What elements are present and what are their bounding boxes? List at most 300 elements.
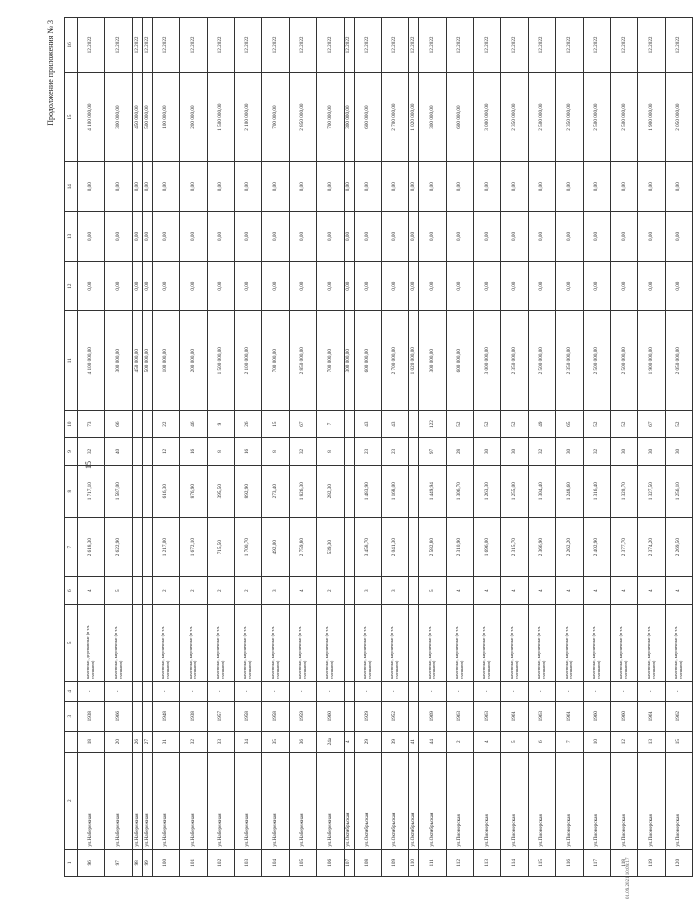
build-year-cell: 1958 bbox=[262, 701, 289, 731]
apartments-cell: 12 bbox=[152, 438, 179, 465]
cost-col15-cell: 2 500 000,00 bbox=[583, 72, 610, 162]
cost-col13-cell: 0,00 bbox=[142, 212, 152, 262]
table-row bbox=[381, 18, 408, 877]
table-row bbox=[132, 18, 142, 877]
house-number-cell: 5 bbox=[501, 731, 528, 752]
row-number-cell: 114 bbox=[501, 849, 528, 876]
cost-col15-cell: 2 350 000,00 bbox=[501, 72, 528, 162]
row-number-cell: 99 bbox=[142, 849, 152, 876]
build-year-cell bbox=[142, 701, 152, 731]
street-cell: ул.Пионерская bbox=[611, 752, 638, 849]
total-cost-cell: 300 000,00 bbox=[105, 311, 132, 410]
row-number-cell: 110 bbox=[409, 849, 419, 876]
table-row bbox=[152, 18, 179, 877]
cost-col12-cell: 0,00 bbox=[446, 261, 473, 311]
table-row bbox=[528, 18, 555, 877]
table-row bbox=[583, 18, 610, 877]
build-year-cell: 1966 bbox=[105, 701, 132, 731]
deadline-cell: 12.2022 bbox=[317, 18, 344, 73]
col4-cell: - bbox=[105, 681, 132, 701]
total-cost-cell: 2 700 000,00 bbox=[381, 311, 408, 410]
deadline-cell: 12.2022 bbox=[344, 18, 354, 73]
row-number-cell: 113 bbox=[474, 849, 501, 876]
wall-material-cell bbox=[409, 604, 419, 681]
table-row bbox=[78, 18, 105, 877]
cost-col12-cell: 0,00 bbox=[180, 261, 207, 311]
wall-material-cell: каменные, кирпичные (в т.ч. смешанн) bbox=[180, 604, 207, 681]
total-cost-cell: 600 000,00 bbox=[446, 311, 473, 410]
col4-cell: - bbox=[446, 681, 473, 701]
house-number-cell: 35 bbox=[262, 731, 289, 752]
table-row bbox=[234, 18, 261, 877]
floors-cell: 4 bbox=[528, 577, 555, 604]
floors-cell bbox=[409, 577, 419, 604]
house-number-cell: 7 bbox=[556, 731, 583, 752]
deadline-cell: 12.2022 bbox=[354, 18, 381, 73]
house-number-cell: 34 bbox=[234, 731, 261, 752]
total-area-cell: 2 622,90 bbox=[105, 517, 132, 577]
total-area-cell bbox=[344, 517, 354, 577]
residents-cell: 65 bbox=[556, 410, 583, 437]
wall-material-cell: каменные, кирпичные (в т.ч. смешанн) bbox=[446, 604, 473, 681]
cost-col14-cell: 0,00 bbox=[317, 162, 344, 212]
living-area-cell: 1 248,60 bbox=[556, 465, 583, 517]
print-timestamp: 01.09.2021 10:09:17 bbox=[626, 857, 631, 899]
cost-col13-cell: 0,00 bbox=[289, 212, 316, 262]
living-area-cell: 1 320,70 bbox=[611, 465, 638, 517]
apartments-cell: 23 bbox=[381, 438, 408, 465]
house-number-cell: 10 bbox=[583, 731, 610, 752]
wall-material-cell: каменные, кирпичные (в т.ч. смешанн) bbox=[152, 604, 179, 681]
cost-col12-cell: 0,00 bbox=[556, 261, 583, 311]
build-year-cell: 1938 bbox=[180, 701, 207, 731]
residents-cell bbox=[142, 410, 152, 437]
table-row bbox=[317, 18, 344, 877]
street-cell: ул.Набережная bbox=[180, 752, 207, 849]
cost-col14-cell: 0,00 bbox=[501, 162, 528, 212]
total-area-cell: 2 582,80 bbox=[419, 517, 446, 577]
total-area-cell: 2 618,30 bbox=[78, 517, 105, 577]
cost-col12-cell: 0,00 bbox=[142, 261, 152, 311]
living-area-cell: 1 316,40 bbox=[583, 465, 610, 517]
column-header: 7 bbox=[65, 517, 78, 577]
cost-col12-cell: 0,00 bbox=[611, 261, 638, 311]
table-row bbox=[419, 18, 446, 877]
cost-col13-cell: 0,00 bbox=[474, 212, 501, 262]
table-row bbox=[262, 18, 289, 877]
total-cost-cell: 3 000 000,00 bbox=[474, 311, 501, 410]
street-cell: ул.Октябрьская bbox=[409, 752, 419, 849]
floors-cell bbox=[344, 577, 354, 604]
cost-col14-cell: 0,00 bbox=[142, 162, 152, 212]
floors-cell: 4 bbox=[474, 577, 501, 604]
living-area-cell bbox=[409, 465, 419, 517]
floors-cell: 4 bbox=[501, 577, 528, 604]
cost-col12-cell: 0,00 bbox=[105, 261, 132, 311]
residents-cell: 67 bbox=[289, 410, 316, 437]
house-number-cell: 32 bbox=[180, 731, 207, 752]
residents-cell bbox=[132, 410, 142, 437]
apartments-cell: 40 bbox=[105, 438, 132, 465]
total-cost-cell: 2 350 000,00 bbox=[556, 311, 583, 410]
total-cost-cell: 1 900 000,00 bbox=[638, 311, 665, 410]
total-area-cell bbox=[132, 517, 142, 577]
row-number-cell: 119 bbox=[638, 849, 665, 876]
wall-material-cell bbox=[344, 604, 354, 681]
cost-col12-cell: 0,00 bbox=[409, 261, 419, 311]
deadline-cell: 12.2022 bbox=[234, 18, 261, 73]
cost-col14-cell: 0,00 bbox=[78, 162, 105, 212]
cost-col14-cell: 0,00 bbox=[354, 162, 381, 212]
floors-cell: 4 bbox=[78, 577, 105, 604]
cost-col13-cell: 0,00 bbox=[344, 212, 354, 262]
cost-col13-cell: 0,00 bbox=[501, 212, 528, 262]
table-row bbox=[446, 18, 473, 877]
build-year-cell: 1969 bbox=[419, 701, 446, 731]
living-area-cell: 616,30 bbox=[152, 465, 179, 517]
house-number-cell: 6 bbox=[528, 731, 555, 752]
house-number-cell: 36 bbox=[289, 731, 316, 752]
wall-material-cell: каменные, кирпичные (в т.ч. смешанн) bbox=[289, 604, 316, 681]
floors-cell bbox=[142, 577, 152, 604]
wall-material-cell: каменные, кирпичные (в т.ч. смешанн) bbox=[556, 604, 583, 681]
house-number-cell: 27 bbox=[142, 731, 152, 752]
cost-col13-cell: 0,00 bbox=[262, 212, 289, 262]
total-cost-cell: 700 000,00 bbox=[262, 311, 289, 410]
apartments-cell: 30 bbox=[556, 438, 583, 465]
row-number-cell: 104 bbox=[262, 849, 289, 876]
col4-cell: - bbox=[474, 681, 501, 701]
col4-cell bbox=[344, 681, 354, 701]
total-area-cell: 2 374,20 bbox=[638, 517, 665, 577]
cost-col12-cell: 0,00 bbox=[344, 261, 354, 311]
living-area-cell bbox=[344, 465, 354, 517]
apartments-cell: 30 bbox=[501, 438, 528, 465]
street-cell: ул.Октябрьская bbox=[419, 752, 446, 849]
column-header: 14 bbox=[65, 162, 78, 212]
cost-col14-cell: 0,00 bbox=[234, 162, 261, 212]
total-cost-cell: 500 000,00 bbox=[142, 311, 152, 410]
street-cell: ул.Набережная bbox=[234, 752, 261, 849]
living-area-cell: 1 168,00 bbox=[381, 465, 408, 517]
apartments-cell: 8 bbox=[207, 438, 234, 465]
street-cell: ул.Набережная bbox=[142, 752, 152, 849]
cost-col14-cell: 0,00 bbox=[611, 162, 638, 212]
cost-col14-cell: 0,00 bbox=[665, 162, 692, 212]
street-cell: ул.Октябрьская bbox=[344, 752, 354, 849]
living-area-cell: 1 587,00 bbox=[105, 465, 132, 517]
total-cost-cell: 2 050 000,00 bbox=[665, 311, 692, 410]
street-cell: ул.Пионерская bbox=[474, 752, 501, 849]
total-cost-cell: 300 000,00 bbox=[344, 311, 354, 410]
cost-col14-cell: 0,00 bbox=[152, 162, 179, 212]
street-cell: ул.Октябрьская bbox=[381, 752, 408, 849]
cost-col15-cell: 600 000,00 bbox=[354, 72, 381, 162]
deadline-cell: 12.2022 bbox=[583, 18, 610, 73]
row-number-cell: 118 bbox=[611, 849, 638, 876]
cost-col14-cell: 0,00 bbox=[419, 162, 446, 212]
wall-material-cell: каменные, деревянные (в т.ч. смешанн) bbox=[78, 604, 105, 681]
col4-cell: - bbox=[638, 681, 665, 701]
total-area-cell bbox=[409, 517, 419, 577]
cost-col12-cell: 0,00 bbox=[289, 261, 316, 311]
cost-col15-cell: 1 500 000,00 bbox=[207, 72, 234, 162]
cost-col13-cell: 0,00 bbox=[132, 212, 142, 262]
house-number-cell: 18 bbox=[78, 731, 105, 752]
table-row bbox=[142, 18, 152, 877]
col4-cell: - bbox=[611, 681, 638, 701]
total-area-cell: 492,00 bbox=[262, 517, 289, 577]
cost-col13-cell: 0,00 bbox=[409, 212, 419, 262]
build-year-cell: 1958 bbox=[234, 701, 261, 731]
deadline-cell: 12.2022 bbox=[142, 18, 152, 73]
col4-cell: - bbox=[289, 681, 316, 701]
apartments-cell: 32 bbox=[528, 438, 555, 465]
cost-col14-cell: 0,00 bbox=[344, 162, 354, 212]
total-area-cell: 2 315,70 bbox=[501, 517, 528, 577]
apartments-cell: 16 bbox=[234, 438, 261, 465]
column-header: 12 bbox=[65, 261, 78, 311]
wall-material-cell: каменные, кирпичные (в т.ч. смешанн) bbox=[317, 604, 344, 681]
cost-col13-cell: 0,00 bbox=[354, 212, 381, 262]
residents-cell: 26 bbox=[234, 410, 261, 437]
house-number-cell: 29 bbox=[354, 731, 381, 752]
wall-material-cell: каменные, кирпичные (в т.ч. смешанн) bbox=[234, 604, 261, 681]
apartments-cell bbox=[132, 438, 142, 465]
cost-col15-cell: 700 000,00 bbox=[317, 72, 344, 162]
apartments-cell: 8 bbox=[262, 438, 289, 465]
column-header: 6 bbox=[65, 577, 78, 604]
col4-cell bbox=[132, 681, 142, 701]
deadline-cell: 12.2022 bbox=[501, 18, 528, 73]
apartments-cell: 32 bbox=[289, 438, 316, 465]
street-cell: ул.Октябрьская bbox=[354, 752, 381, 849]
living-area-cell: 1 717,10 bbox=[78, 465, 105, 517]
cost-col15-cell: 600 000,00 bbox=[446, 72, 473, 162]
deadline-cell: 12.2022 bbox=[556, 18, 583, 73]
cost-col15-cell: 2 050 000,00 bbox=[665, 72, 692, 162]
col4-cell: - bbox=[354, 681, 381, 701]
cost-col12-cell: 0,00 bbox=[419, 261, 446, 311]
floors-cell: 2 bbox=[152, 577, 179, 604]
table-row bbox=[105, 18, 132, 877]
cost-col12-cell: 0,00 bbox=[501, 261, 528, 311]
wall-material-cell: каменные, кирпичные (в т.ч. смешанн) bbox=[207, 604, 234, 681]
build-year-cell: 1959 bbox=[289, 701, 316, 731]
apartments-cell: 8 bbox=[317, 438, 344, 465]
total-area-cell bbox=[142, 517, 152, 577]
cost-col13-cell: 0,00 bbox=[583, 212, 610, 262]
row-number-cell: 117 bbox=[583, 849, 610, 876]
total-cost-cell: 450 000,00 bbox=[132, 311, 142, 410]
wall-material-cell: каменные, кирпичные (в т.ч. смешанн) bbox=[638, 604, 665, 681]
cost-col13-cell: 0,00 bbox=[207, 212, 234, 262]
cost-col14-cell: 0,00 bbox=[583, 162, 610, 212]
floors-cell: 4 bbox=[583, 577, 610, 604]
floors-cell: 3 bbox=[381, 577, 408, 604]
deadline-cell: 12.2022 bbox=[474, 18, 501, 73]
cost-col14-cell: 0,00 bbox=[381, 162, 408, 212]
residents-cell bbox=[409, 410, 419, 437]
residents-cell: 46 bbox=[180, 410, 207, 437]
deadline-cell: 12.2022 bbox=[132, 18, 142, 73]
col4-cell: - bbox=[501, 681, 528, 701]
row-number-cell: 120 bbox=[665, 849, 692, 876]
build-year-cell: 1961 bbox=[501, 701, 528, 731]
total-cost-cell: 2 350 000,00 bbox=[501, 311, 528, 410]
cost-col13-cell: 0,00 bbox=[528, 212, 555, 262]
street-cell: ул.Набережная bbox=[132, 752, 142, 849]
build-year-cell: 1952 bbox=[381, 701, 408, 731]
deadline-cell: 12.2022 bbox=[419, 18, 446, 73]
house-number-cell: 44 bbox=[419, 731, 446, 752]
col4-cell: - bbox=[180, 681, 207, 701]
wall-material-cell: каменные, кирпичные (в т.ч. смешанн) bbox=[262, 604, 289, 681]
table-row bbox=[289, 18, 316, 877]
cost-col15-cell: 2 350 000,00 bbox=[556, 72, 583, 162]
table-row bbox=[638, 18, 665, 877]
cost-col14-cell: 0,00 bbox=[132, 162, 142, 212]
street-cell: ул.Пионерская bbox=[556, 752, 583, 849]
living-area-cell: 1 327,50 bbox=[638, 465, 665, 517]
row-number-cell: 101 bbox=[180, 849, 207, 876]
street-cell: ул.Набережная bbox=[152, 752, 179, 849]
cost-col12-cell: 0,00 bbox=[317, 261, 344, 311]
column-header: 15 bbox=[65, 72, 78, 162]
cost-col14-cell: 0,00 bbox=[105, 162, 132, 212]
row-number-cell: 111 bbox=[419, 849, 446, 876]
street-cell: ул.Набережная bbox=[262, 752, 289, 849]
cost-col12-cell: 0,00 bbox=[638, 261, 665, 311]
apartments-cell bbox=[344, 438, 354, 465]
cost-col15-cell: 2 850 000,00 bbox=[289, 72, 316, 162]
street-cell: ул.Пионерская bbox=[665, 752, 692, 849]
wall-material-cell bbox=[132, 604, 142, 681]
table-row bbox=[180, 18, 207, 877]
column-header: 9 bbox=[65, 438, 78, 465]
row-number-cell: 103 bbox=[234, 849, 261, 876]
cost-col15-cell: 2 100 000,00 bbox=[234, 72, 261, 162]
total-cost-cell: 2 500 000,00 bbox=[611, 311, 638, 410]
col4-cell bbox=[409, 681, 419, 701]
cost-col13-cell: 0,00 bbox=[556, 212, 583, 262]
deadline-cell: 12.2022 bbox=[78, 18, 105, 73]
build-year-cell bbox=[132, 701, 142, 731]
col4-cell: - bbox=[78, 681, 105, 701]
cost-col12-cell: 0,00 bbox=[528, 261, 555, 311]
cost-col12-cell: 0,00 bbox=[78, 261, 105, 311]
table-row bbox=[611, 18, 638, 877]
living-area-cell: 1 826,30 bbox=[289, 465, 316, 517]
column-header: 3 bbox=[65, 701, 78, 731]
living-area-cell: 273,40 bbox=[262, 465, 289, 517]
street-cell: ул.Пионерская bbox=[638, 752, 665, 849]
street-cell: ул.Набережная bbox=[207, 752, 234, 849]
total-cost-cell: 1 500 000,00 bbox=[207, 311, 234, 410]
cost-col12-cell: 0,00 bbox=[262, 261, 289, 311]
cost-col12-cell: 0,00 bbox=[474, 261, 501, 311]
total-cost-cell: 600 000,00 bbox=[354, 311, 381, 410]
deadline-cell: 12.2022 bbox=[528, 18, 555, 73]
col4-cell: - bbox=[262, 681, 289, 701]
apartments-cell: 30 bbox=[665, 438, 692, 465]
total-cost-cell: 1 020 000,00 bbox=[409, 311, 419, 410]
column-header: 13 bbox=[65, 212, 78, 262]
street-cell: ул.Пионерская bbox=[583, 752, 610, 849]
cost-col14-cell: 0,00 bbox=[180, 162, 207, 212]
floors-cell: 2 bbox=[180, 577, 207, 604]
residents-cell: 66 bbox=[105, 410, 132, 437]
cost-col14-cell: 0,00 bbox=[207, 162, 234, 212]
apartments-cell bbox=[142, 438, 152, 465]
wall-material-cell: каменные, кирпичные (в т.ч. смешанн) bbox=[528, 604, 555, 681]
wall-material-cell: каменные, кирпичные (в т.ч. смешанн) bbox=[419, 604, 446, 681]
build-year-cell: 1948 bbox=[152, 701, 179, 731]
deadline-cell: 12.2022 bbox=[381, 18, 408, 73]
column-header: 8 bbox=[65, 465, 78, 517]
house-number-cell: 24а bbox=[317, 731, 344, 752]
cost-col13-cell: 0,00 bbox=[638, 212, 665, 262]
deadline-cell: 12.2022 bbox=[180, 18, 207, 73]
apartments-cell: 28 bbox=[446, 438, 473, 465]
house-number-cell: 26 bbox=[132, 731, 142, 752]
col4-cell: - bbox=[152, 681, 179, 701]
cost-col13-cell: 0,00 bbox=[665, 212, 692, 262]
build-year-cell: 1938 bbox=[78, 701, 105, 731]
total-area-cell: 2 402,90 bbox=[583, 517, 610, 577]
living-area-cell: 282,30 bbox=[317, 465, 344, 517]
table-row bbox=[501, 18, 528, 877]
deadline-cell: 12.2022 bbox=[611, 18, 638, 73]
cost-col13-cell: 0,00 bbox=[180, 212, 207, 262]
build-year-cell: 1929 bbox=[354, 701, 381, 731]
apartments-cell: 97 bbox=[419, 438, 446, 465]
deadline-cell: 12.2022 bbox=[446, 18, 473, 73]
cost-col13-cell: 0,00 bbox=[317, 212, 344, 262]
cost-col15-cell: 700 000,00 bbox=[262, 72, 289, 162]
cost-col12-cell: 0,00 bbox=[381, 261, 408, 311]
house-number-cell: 33 bbox=[207, 731, 234, 752]
table-row bbox=[409, 18, 419, 877]
cost-col13-cell: 0,00 bbox=[78, 212, 105, 262]
cost-col14-cell: 0,00 bbox=[262, 162, 289, 212]
street-cell: ул.Пионерская bbox=[446, 752, 473, 849]
build-year-cell: 1957 bbox=[207, 701, 234, 731]
cost-col15-cell: 200 000,00 bbox=[180, 72, 207, 162]
row-number-cell: 102 bbox=[207, 849, 234, 876]
table-row bbox=[556, 18, 583, 877]
cost-col13-cell: 0,00 bbox=[611, 212, 638, 262]
wall-material-cell: каменные, кирпичные (в т.ч. смешанн) bbox=[105, 604, 132, 681]
col4-cell: - bbox=[556, 681, 583, 701]
cost-col12-cell: 0,00 bbox=[665, 261, 692, 311]
total-cost-cell: 700 000,00 bbox=[317, 311, 344, 410]
living-area-cell: 892,90 bbox=[234, 465, 261, 517]
col4-cell: - bbox=[583, 681, 610, 701]
residents-cell: 22 bbox=[152, 410, 179, 437]
floors-cell bbox=[132, 577, 142, 604]
row-number-cell: 100 bbox=[152, 849, 179, 876]
street-cell: ул.Пионерская bbox=[528, 752, 555, 849]
build-year-cell: 1960 bbox=[583, 701, 610, 731]
total-area-cell: 1 700,70 bbox=[234, 517, 261, 577]
floors-cell: 3 bbox=[262, 577, 289, 604]
cost-col15-cell: 3 000 000,00 bbox=[474, 72, 501, 162]
build-year-cell bbox=[344, 701, 354, 731]
residents-cell: 52 bbox=[446, 410, 473, 437]
col4-cell: - bbox=[207, 681, 234, 701]
street-cell: ул.Набережная bbox=[317, 752, 344, 849]
